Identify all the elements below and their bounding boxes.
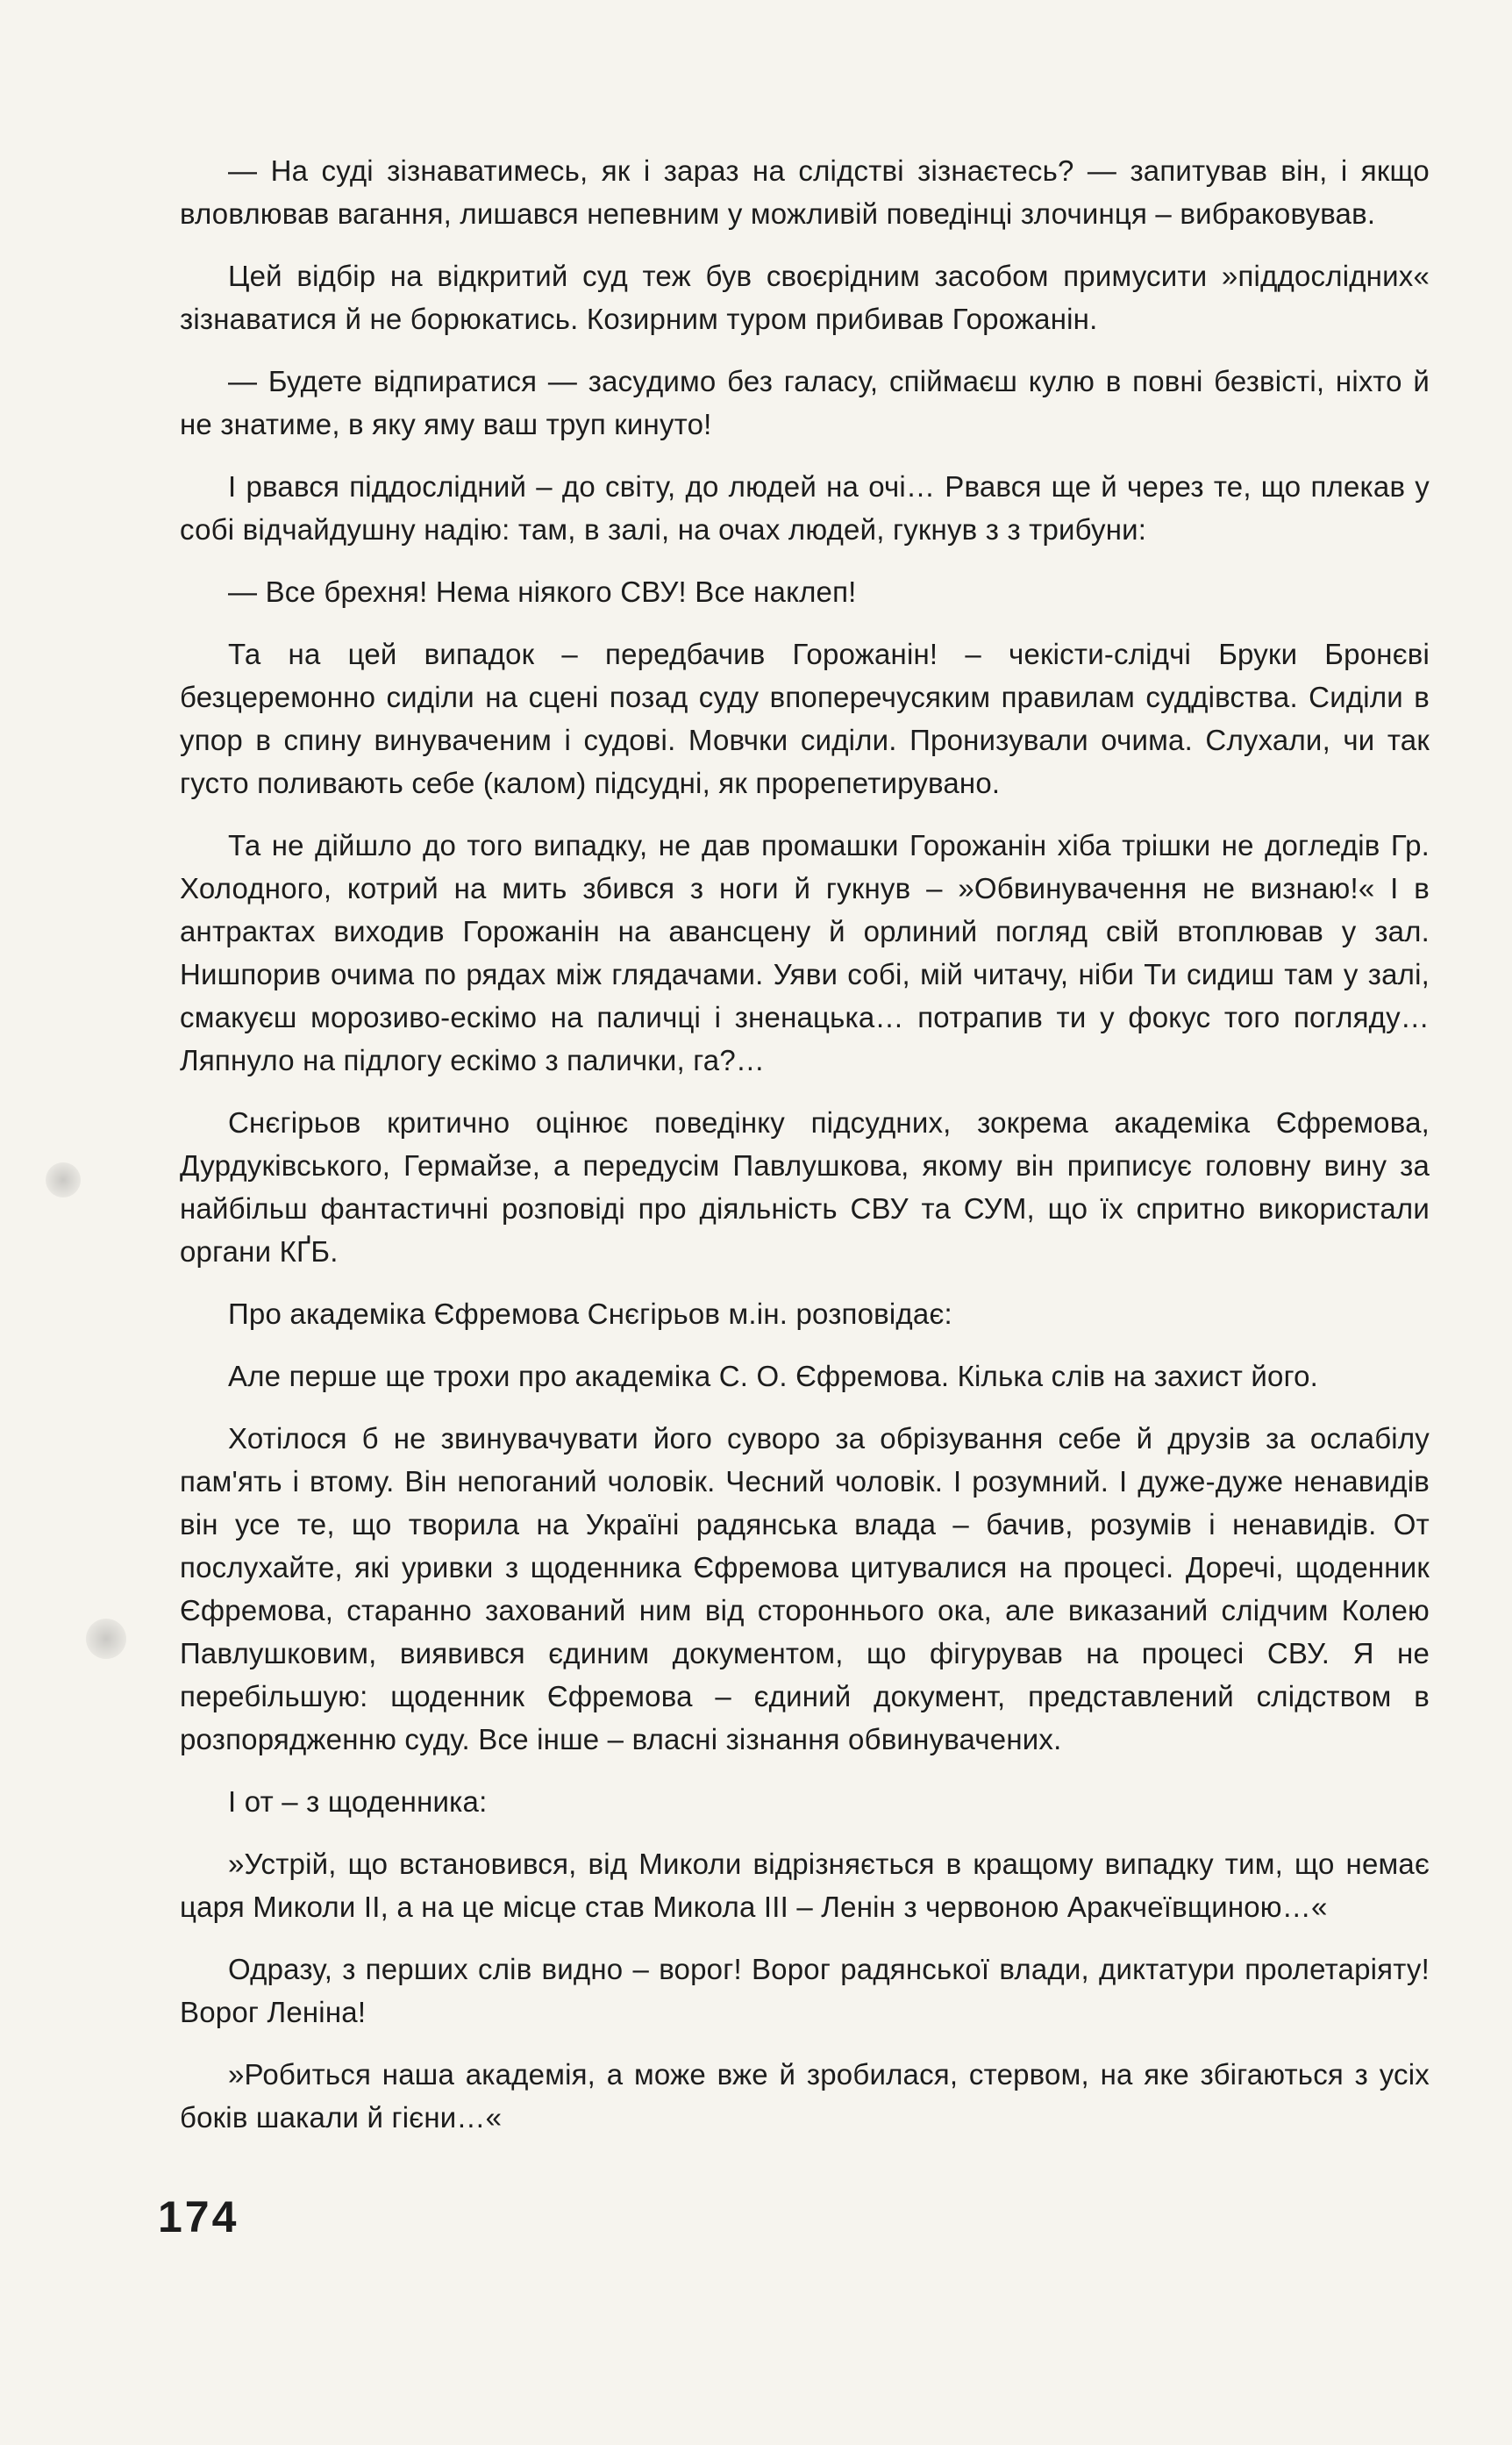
ink-smudge <box>46 1162 81 1197</box>
paragraph: Та на цей випадок – передбачив Горожанін! – чекісти-слідчі Бруки Бронєві безцеремонно сиділи на сцені позад суду впоперечусяким правилам суддівства. Сиділи в упор в спину винуваченим і судові. Мовчки сиділи. Пронизували очима. Слухали, чи так густо поливають себе (калом) підсудні, як прорепетирувано. <box>180 638 1430 799</box>
page-number: 174 <box>158 2192 239 2241</box>
paragraph: — Все брехня! Нема ніякого СВУ! Все наклеп! <box>228 576 857 608</box>
paragraph: Одразу, з перших слів видно – ворог! Ворог радянської влади, диктатури пролетаріяту! Ворог Леніна! <box>180 1953 1430 2028</box>
ink-smudge <box>86 1619 126 1659</box>
quote-paragraph: »Устрій, що встановився, від Миколи відрізняється в кращому випадку тим, що немає царя Миколи II, а на це місце став Микола III – Ленін з червоною Аракчеївщиною…« <box>180 1848 1430 1923</box>
paragraph: Цей відбір на відкритий суд теж був своєрідним засобом примусити »піддослідних« зізнаватися й не борюкатись. Козирним туром прибивав Горожанін. <box>180 260 1430 335</box>
paragraph: Снєгірьов критично оцінює поведінку підсудних, зокрема академіка Єфремова, Дурдуківського, Гермайзе, а передусім Павлушкова, якому він приписує головну вину за найбільш фантастичні розповіді про діяльність СВУ та СУМ, що їх спритно використали органи КҐБ. <box>180 1106 1430 1268</box>
paragraph: Про академіка Єфремова Снєгірьов м.ін. розповідає: <box>228 1298 952 1330</box>
paragraph: І от – з щоденника: <box>228 1785 488 1818</box>
page-text <box>180 149 1430 2158</box>
paragraph: Та не дійшло до того випадку, не дав промашки Горожанін хіба трішки не догледів Гр. Холодного, котрий на мить збився з ноги й гукнув – »Обвинувачення не визнаю!« І в антрактах виходив Горожанін на авансцену й орлиний погляд свій втоплював у зал. Нишпорив очима по рядах між глядачами. Уяви собі, мій читачу, ніби Ти сидиш там у залі, смакуєш морозиво-ескімо на паличці і зненацька… потрапив ти у фокус того погляду… Ляпнуло на підлогу ескімо з палички, га?… <box>180 829 1430 1076</box>
paragraph: — На суді зізнаватимесь, як і зараз на слідстві зізнаєтесь? — запитував він, і якщо вловлював вагання, лишався непевним у можливій поведінці злочинця – вибраковував. <box>180 154 1430 230</box>
paragraph: Але перше ще трохи про академіка С. О. Єфремова. Кілька слів на захист його. <box>228 1360 1319 1392</box>
quote-paragraph: »Робиться наша академія, а може вже й зробилася, стервом, на яке збігаються з усіх боків шакали й гієни…« <box>180 2058 1430 2134</box>
paragraph: — Будете відпиратися — засудимо без галасу, спіймаєш кулю в повні безвісті, ніхто й не знатиме, в яку яму ваш труп кинуто! <box>180 365 1430 440</box>
paragraph: Хотілося б не звинувачувати його суворо за обрізування себе й друзів за ослабілу пам'ять і втому. Він непоганий чоловік. Чесний чоловік. І розумний. І дуже-дуже ненавидів він усе те, що творила на Україні радянська влада – бачив, розумів і ненавидів. От послухайте, які уривки з щоденника Єфремова цитувалися на процесі. Доречі, щоденник Єфремова, старанно захований ним від стороннього ока, але виказаний слідчим Колею Павлушковим, виявився єдиним документом, що фігурував на процесі СВУ. Я не перебільшую: щоденник Єфремова – єдиний документ, представлений слідством в розпорядженню суду. Все інше – власні зізнання обвинувачених. <box>180 1422 1430 1755</box>
paragraph: І рвався піддослідний – до світу, до людей на очі… Рвався ще й через те, що плекав у собі відчайдушну надію: там, в залі, на очах людей, гукнув з з трибуни: <box>180 470 1430 546</box>
